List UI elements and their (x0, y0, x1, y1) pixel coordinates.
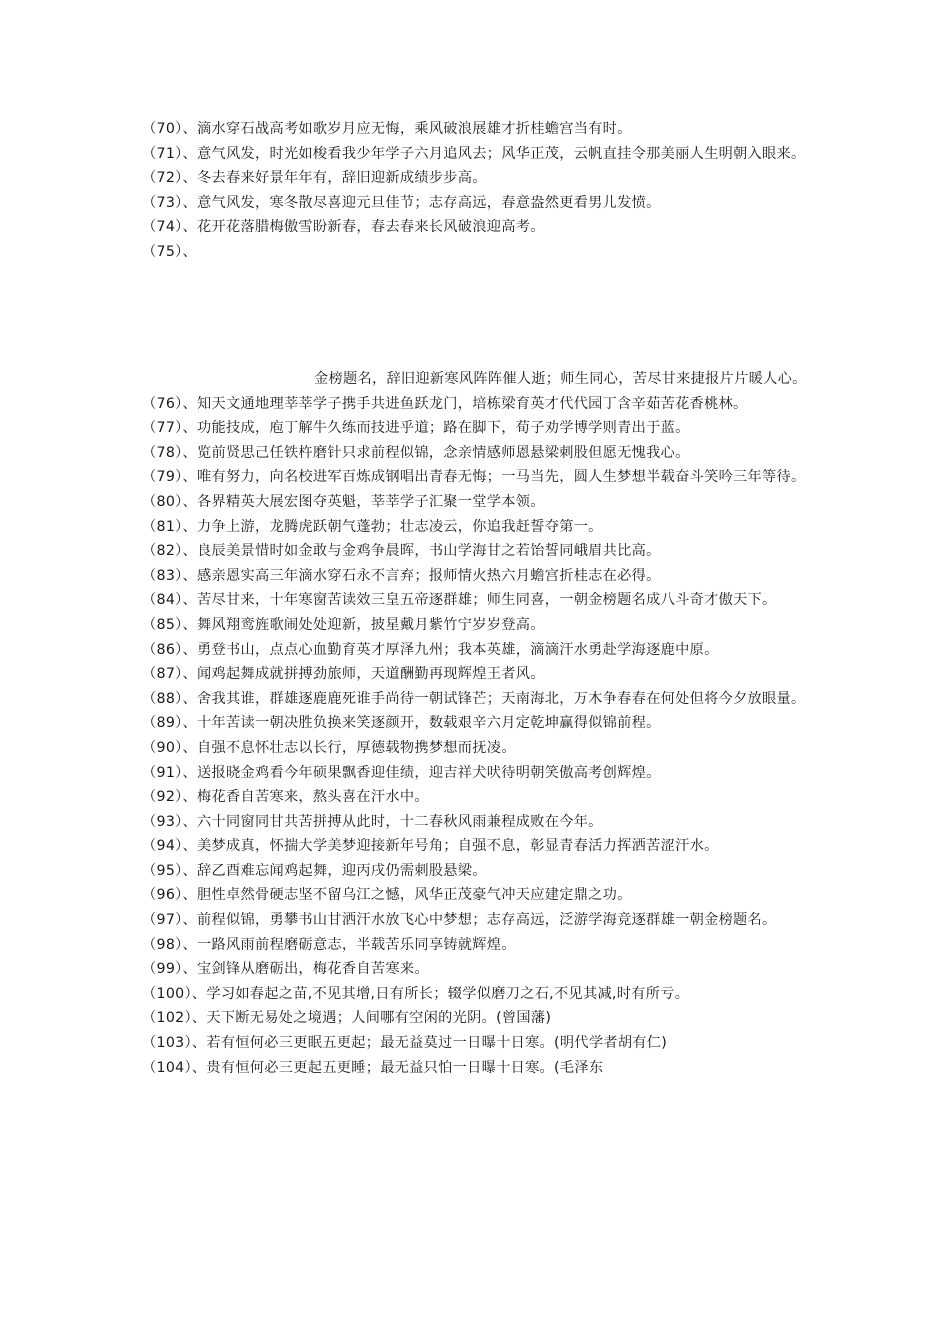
headline-couplet: 金榜题名，辞旧迎新寒风阵阵催人逝；师生同心，苦尽甘来捷报片片暖人心。 (314, 371, 807, 387)
list-item: （77）、功能技成，庖丁解牛久练而技进乎道；路在脚下，荀子劝学博学则青出于蓝。 (142, 420, 690, 437)
text-block-lower (142, 367, 810, 1080)
list-item: （98）、一路风雨前程磨砺意志，半载苦乐同享铸就辉煌。 (142, 936, 516, 953)
list-item: （97）、前程似锦，勇攀书山甘洒汗水放飞心中梦想；志存高远，泛游学海竞逐群雄一朝金榜题名。 (142, 912, 777, 929)
list-item: （91）、送报晓金鸡看今年硕果飘香迎佳绩，迎吉祥犬吠待明朝笑傲高考创辉煌。 (142, 764, 661, 781)
list-item: （88）、舍我其谁，群雄逐鹿鹿死谁手尚待一朝试锋芒；天南海北，万木争春春在何处但将今夕放眼量。 (142, 690, 806, 707)
list-item: （70）、滴水穿石战高考如歌岁月应无悔，乘风破浪展雄才折桂蟾宫当有时。 (142, 121, 632, 137)
list-item: （76）、知天文通地理莘莘学子携手共进鱼跃龙门，培栋梁育英才代代园丁含辛茹苦花香桃林。 (142, 395, 748, 412)
list-item: （81）、力争上游，龙腾虎跃朝气蓬勃；壮志凌云，你追我赶誓夺第一。 (142, 518, 603, 535)
list-item: （75）、 (142, 243, 198, 260)
list-item: （71）、意气风发，时光如梭看我少年学子六月追风去；风华正茂，云帆直挂令那美丽人生明朝入眼来。 (142, 145, 806, 162)
list-item: （78）、览前贤思己任铁杵磨针只求前程似锦，念亲情感师恩悬梁刺股但愿无愧我心。 (142, 444, 690, 461)
list-item: （72）、冬去春来好景年年有，辞旧迎新成绩步步高。 (142, 170, 487, 187)
list-item: （93）、六十同窗同甘共苦拼搏从此时，十二春秋风雨兼程成败在今年。 (142, 813, 603, 830)
list-item: （79）、唯有努力，向名校进军百炼成钢唱出青春无悔；一马当先，圆人生梦想半载奋斗笑吟三年等待。 (142, 469, 806, 486)
list-item: （84）、苦尽甘来，十年寒窗苦读效三皇五帝逐群雄；师生同喜，一朝金榜题名成八斗奇才傲天下。 (142, 592, 777, 609)
list-item: （95）、辞乙酉难忘闻鸡起舞，迎丙戌仍需刺股悬梁。 (142, 862, 487, 879)
text-block-upper (142, 117, 810, 265)
list-item: （104）、贵有恒何必三更起五更睡；最无益只怕一日曝十日寒。(毛泽东 (142, 1059, 604, 1076)
list-item: （103）、若有恒何必三更眠五更起；最无益莫过一日曝十日寒。(明代学者胡有仁) (142, 1035, 668, 1052)
list-item: （87）、闻鸡起舞成就拼搏劲旅师，天道酬勤再现辉煌王者风。 (142, 666, 545, 683)
list-item: （86）、勇登书山，点点心血勤育英才厚泽九州；我本英雄，滴滴汗水勇赴学海逐鹿中原。 (142, 641, 719, 658)
list-item: （73）、意气风发，寒冬散尽喜迎元旦佳节；志存高远，春意盎然更看男儿发愤。 (142, 194, 661, 211)
list-item: （94）、美梦成真，怀揣大学美梦迎接新年号角；自强不息，彰显青春活力挥洒苦涩汗水。 (142, 838, 719, 855)
list-item: （74）、花开花落腊梅傲雪盼新春，春去春来长风破浪迎高考。 (142, 219, 545, 236)
list-item: （100）、学习如春起之苗,不见其增,日有所长；辍学似磨刀之石,不见其减,时有所亏。 (142, 985, 690, 1002)
list-item: （96）、胆性卓然骨硬志坚不留乌江之憾，风华正茂豪气冲天应建定鼎之功。 (142, 887, 632, 904)
list-item: （85）、舞风翔鸾旌歌闹处处迎新，披星戴月紫竹宁岁岁登高。 (142, 616, 545, 633)
list-item: （82）、良辰美景惜时如金敢与金鸡争晨晖，书山学海甘之若饴誓同峨眉共比高。 (142, 543, 661, 560)
list-item: （92）、梅花香自苦寒来，熬头喜在汗水中。 (142, 789, 429, 806)
list-item: （89）、十年苦读一朝决胜负换来笑逐颜开，数载艰辛六月定乾坤赢得似锦前程。 (142, 715, 661, 732)
list-item: （102）、天下断无易处之境遇；人间哪有空闲的光阴。(曾国藩) (142, 1010, 552, 1027)
list-item: （99）、宝剑锋从磨砺出，梅花香自苦寒来。 (142, 961, 429, 978)
list-item: （80）、各界精英大展宏图夺英魁，莘莘学子汇聚一堂学本领。 (142, 493, 545, 510)
list-item: （83）、感亲恩实高三年滴水穿石永不言弃；报师情火热六月蟾宫折桂志在必得。 (142, 567, 661, 584)
list-item: （90）、自强不息怀壮志以长行，厚德载物携梦想而抚凌。 (142, 739, 516, 756)
